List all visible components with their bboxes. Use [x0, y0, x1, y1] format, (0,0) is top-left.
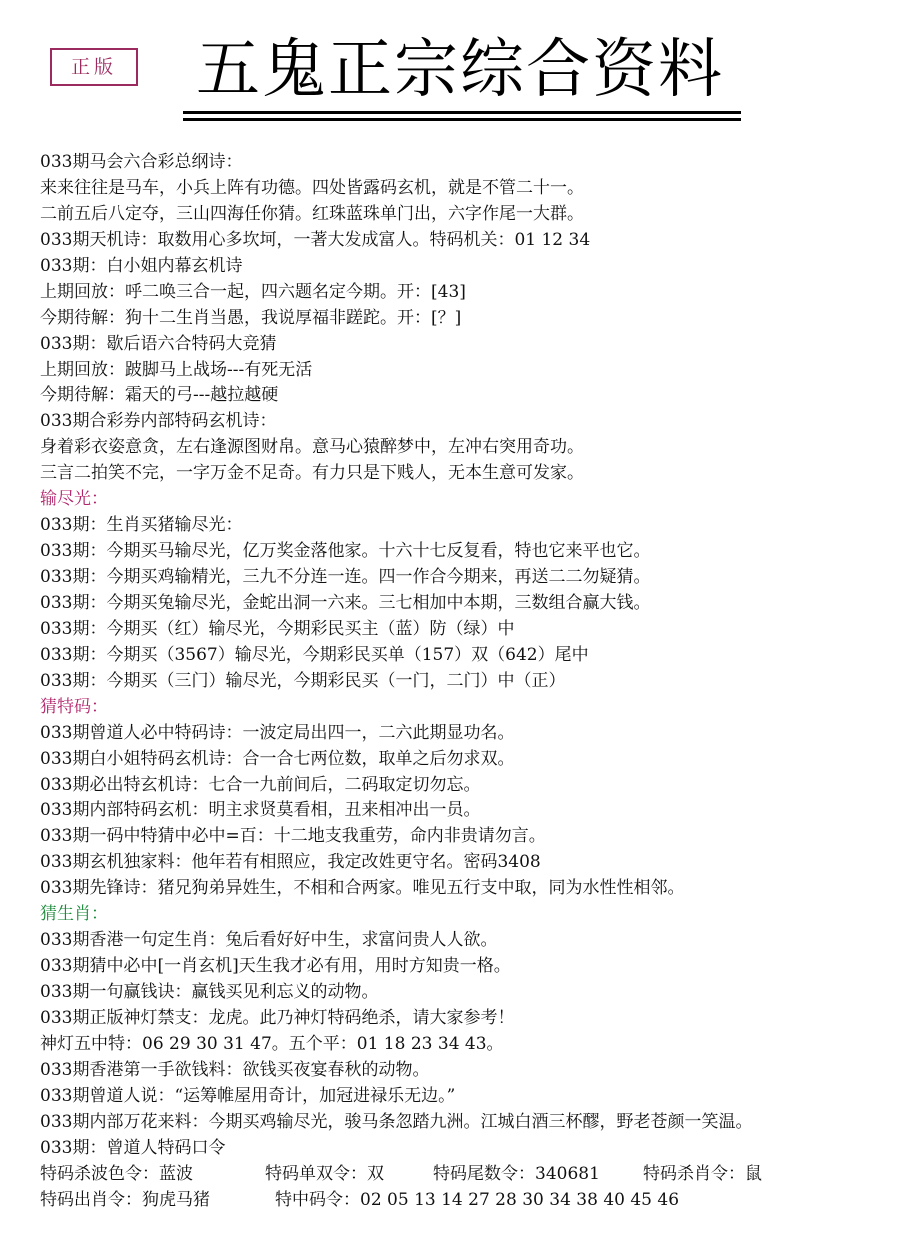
- section-heading-guess-code: 猜特码：: [40, 696, 108, 717]
- text-line: 033期曾道人必中特码诗：一波定局出四一，二六此期显功名。: [40, 722, 515, 743]
- text-line: 033期：曾道人特码口令: [40, 1137, 226, 1158]
- out-zodiac-command: 特码出肖令：狗虎马猪: [40, 1189, 210, 1210]
- text-line: 033期：今期买（红）输尽光，今期彩民买主（蓝）防（绿）中: [40, 618, 515, 639]
- text-line: 033期合彩券内部特码玄机诗：: [40, 411, 277, 432]
- text-line: 033期：今期买（3567）输尽光，今期彩民买单（157）双（642）尾中: [40, 644, 589, 665]
- text-line: 033期一句赢钱诀：赢钱买见利忘义的动物。: [40, 982, 379, 1002]
- text-line: 033期：今期买马输尽光，亿万奖金落他家。十六十七反复看，特也它来平也它。: [40, 541, 651, 562]
- text-line: 二前五后八定夺，三山四海任你猜。红珠蓝珠单门出，六字作尾一大群。: [40, 203, 584, 224]
- kill-color-command: 特码杀波色令：蓝波: [40, 1163, 193, 1184]
- text-line: 033期：今期买兔输尽光，金蛇出洞一六来。三七相加中本期，三数组合赢大钱。: [40, 592, 651, 613]
- tail-number-command: 特码尾数令：340681: [433, 1163, 600, 1184]
- text-line: 身着彩衣姿意贪，左右逢源图财帛。意马心猿醉梦中，左冲右突用奇功。: [40, 437, 584, 458]
- text-line: 033期：歇后语六合特码大竞猜: [40, 333, 277, 354]
- text-line: 033期玄机独家料：他年若有相照应，我定改姓更守名。密码3408: [40, 852, 541, 873]
- page-title: 五鬼正宗综合资料: [196, 33, 724, 107]
- official-badge: 正版: [50, 48, 138, 86]
- text-line: 033期马会六合彩总纲诗：: [40, 152, 243, 172]
- text-line: 033期一码中特猜中必中=百：十二地支我重劳，命内非贵请勿言。: [40, 826, 546, 847]
- title-underline-top: [183, 111, 741, 114]
- text-line: 033期猜中必中[一肖玄机]天生我才必有用，用时方知贵一格。: [40, 956, 511, 977]
- text-line: 033期香港一句定生肖：兔后看好好中生，求富问贵人人欲。: [40, 930, 498, 951]
- section-heading-lose-all: 输尽光：: [40, 489, 108, 510]
- code-command-row-2: [40, 1188, 890, 1214]
- text-line: 今期待解：霜天的弓---越拉越硬: [40, 385, 279, 406]
- text-line: 上期回放：呼二唤三合一起，四六题名定今期。开：[43]: [40, 281, 466, 302]
- kill-zodiac-command: 特码杀肖令：鼠: [643, 1163, 762, 1184]
- section-heading-guess-zodiac: 猜生肖：: [40, 904, 108, 925]
- text-line: 033期：白小姐内幕玄机诗: [40, 255, 243, 276]
- text-line: 神灯五中特：06 29 30 31 47。五个平：01 18 23 34 43。: [40, 1033, 504, 1054]
- text-line: 033期正版神灯禁支：龙虎。此乃神灯特码绝杀，请大家参考！: [40, 1007, 515, 1028]
- text-line: 033期：生肖买猪输尽光：: [40, 515, 243, 536]
- text-line: 上期回放：跛脚马上战场---有死无活: [40, 359, 313, 380]
- text-line: 033期先锋诗：猪兄狗弟异姓生，不相和合两家。唯见五行支中取，同为水性性相邻。: [40, 878, 685, 899]
- title-underline-bottom: [183, 118, 741, 121]
- text-line: 033期曾道人说：“运筹帷屋用奇计，加冠进禄乐无边。”: [40, 1085, 456, 1106]
- text-line: 033期：今期买鸡输精光，三九不分连一连。四一作合今期来，再送二二勿疑猜。: [40, 567, 651, 587]
- code-command-row-1: [40, 1162, 890, 1188]
- text-line: 033期白小姐特码玄机诗：合一合七两位数，取单之后勿求双。: [40, 748, 515, 769]
- text-line: 033期香港第一手欲钱料：欲钱买夜宴春秋的动物。: [40, 1059, 430, 1080]
- odd-even-command: 特码单双令：双: [265, 1163, 384, 1184]
- text-line: 033期：今期买（三门）输尽光，今期彩民买（一门，二门）中（正）: [40, 670, 566, 691]
- content-body: [40, 150, 890, 1213]
- text-line: 今期待解：狗十二生肖当愚，我说厚福非蹉跎。开：[？]: [40, 307, 462, 328]
- text-line: 来来往往是马车，小兵上阵有功德。四处皆露码玄机，就是不管二十一。: [40, 177, 584, 198]
- text-line: 033期内部万花来料：今期买鸡输尽光，骏马条忽踏九洲。江城白酒三杯醪，野老苍颜一笑温。: [40, 1111, 753, 1132]
- text-line: 三言二拍笑不完，一字万金不足奇。有力只是下贱人，无本生意可发家。: [40, 463, 584, 484]
- hit-code-command: 特中码令：02 05 13 14 27 28 30 34 38 40 45 46: [275, 1189, 680, 1210]
- text-line: 033期内部特码玄机：明主求贤莫看相，丑来相冲出一员。: [40, 800, 481, 821]
- text-line: 033期天机诗：取数用心多坎坷，一著大发成富人。特码机关：01 12 34: [40, 229, 591, 250]
- text-line: 033期必出特玄机诗：七合一九前间后，二码取定切勿忘。: [40, 774, 481, 795]
